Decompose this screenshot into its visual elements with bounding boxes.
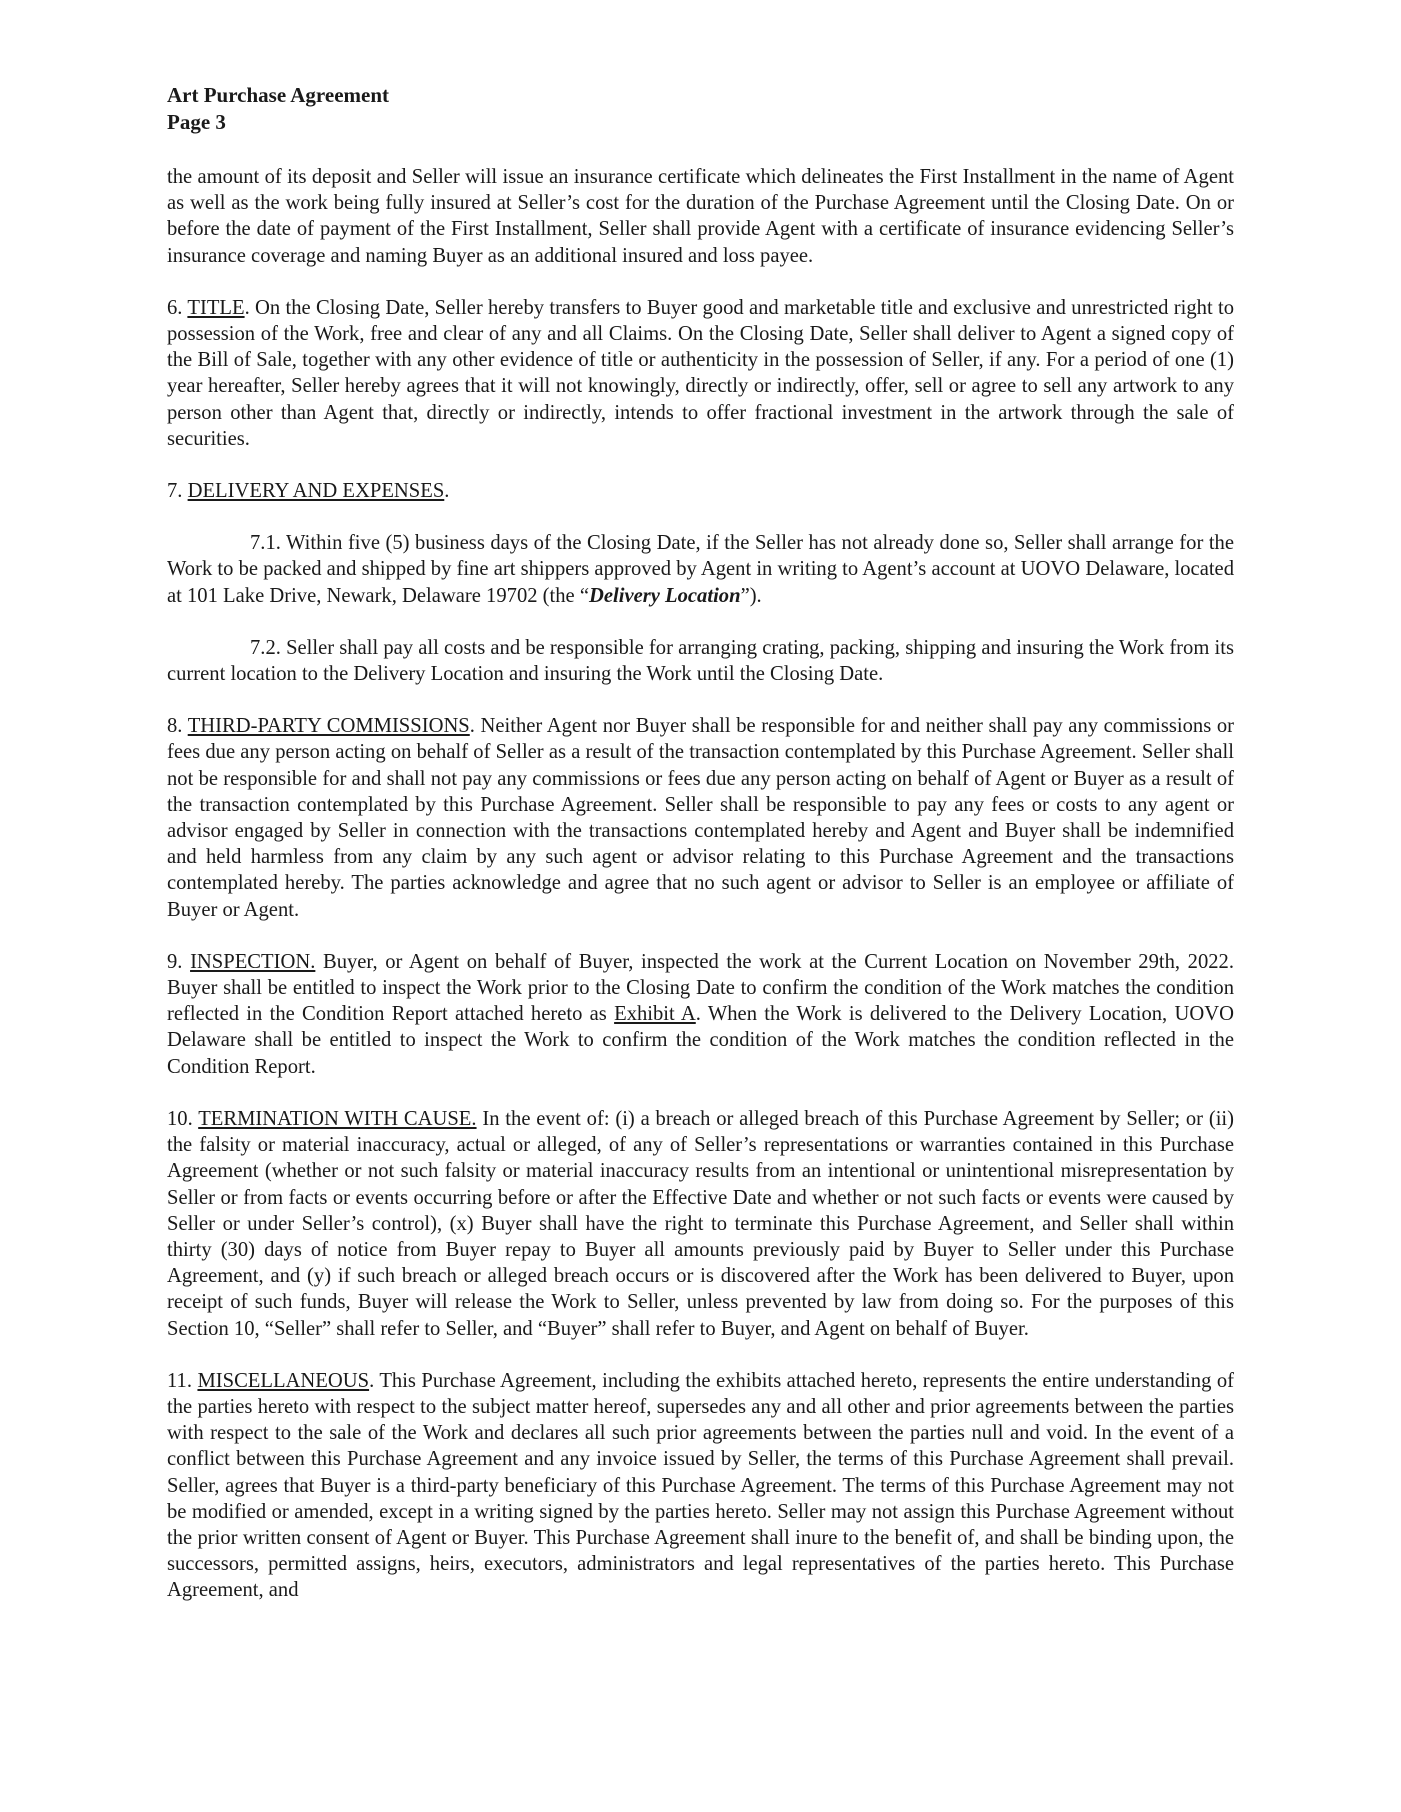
section-number: 8.: [167, 715, 183, 738]
subsection-7-2: 7.2. Seller shall pay all costs and be responsible for arranging crating, packing, shipping and insuring the Work from its current location to the Delivery Location and insuring the Work until the Closing Date.: [167, 636, 1234, 686]
section-6-title: [167, 295, 1234, 452]
section-9-inspection: [167, 949, 1234, 1080]
section-number: 6.: [167, 296, 183, 319]
section-heading: MISCELLANEOUS: [197, 1369, 370, 1392]
section-text: . On the Closing Date, Seller hereby transfers to Buyer good and marketable title and exclusive and unrestricted right to possession of the Work, free and clear of any and all Claims. On the Closing Date, Seller shall deliver to Agent a signed copy of the Bill of Sale, together with any other evidence of title or authenticity in the possession of Seller, if any. For a period of one (1) year hereafter, Seller hereby agrees that it will not knowingly, directly or indirectly, offer, sell or agree to sell any artwork to any person other than Agent that, directly or indirectly, intends to offer fractional investment in the artwork through the sale of securities.: [167, 296, 1235, 450]
subsection-7-1: [167, 530, 1234, 609]
document-page: [167, 82, 1234, 1630]
section-8-commissions: [167, 713, 1234, 923]
section-heading: INSPECTION.: [190, 950, 316, 973]
section-number: 7.: [167, 480, 183, 503]
defined-term-delivery-location: Delivery Location: [589, 584, 741, 607]
section-text: In the event of: (i) a breach or alleged breach of this Purchase Agreement by Seller; or (ii) the falsity or material inaccuracy, actual or alleged, of any of Seller’s representations or warranties contained in this Purchase Agreement (whether or not such falsity or material inaccuracy results from an intentional or unintentional misrepresentation by Seller or from facts or events occurring before or after the Effective Date and whether or not such facts or events were caused by Seller or under Seller’s control), (x) Buyer shall have the right to terminate this Purchase Agreement, and Seller shall within thirty (30) days of notice from Buyer repay to Buyer all amounts previously paid by Buyer to Seller under this Purchase Agreement, and (y) if such breach or alleged breach occurs or is discovered after the Work has been delivered to Buyer, upon receipt of such funds, Buyer will release the Work to Seller, unless prevented by law from doing so. For the purposes of this Section 10, “Seller” shall refer to Seller, and “Buyer” shall refer to Buyer, and Agent on behalf of Buyer.: [167, 1107, 1234, 1340]
section-text: . Neither Agent nor Buyer shall be responsible for and neither shall pay any commissions or fees due any person acting on behalf of Seller as a result of the transaction contemplated by this Purchase Agreement. Seller shall not be responsible for and shall not pay any commissions or fees due any person acting on behalf of Agent or Buyer as a result of the transaction contemplated by this Purchase Agreement. Seller shall be responsible to pay any fees or costs to any agent or advisor engaged by Seller in connection with the transactions contemplated hereby and Agent and Buyer shall be indemnified and held harmless from any claim by any such agent or advisor relating to this Purchase Agreement and the transactions contemplated hereby. The parties acknowledge and agree that no such agent or advisor to Seller is an employee or affiliate of Buyer or Agent.: [167, 715, 1234, 921]
section-heading: DELIVERY AND EXPENSES: [187, 480, 445, 503]
section-text: . This Purchase Agreement, including the exhibits attached hereto, represents the entire understanding of the parties hereto with respect to the subject matter hereof, supersedes any and all other and prior agreements between the parties with respect to the sale of the Work and declares all such prior agreements between the parties null and void. In the event of a conflict between this Purchase Agreement and any invoice issued by Seller, the terms of this Purchase Agreement shall prevail. Seller, agrees that Buyer is a third-party beneficiary of this Purchase Agreement. The terms of this Purchase Agreement may not be modified or amended, except in a writing signed by the parties hereto. Seller may not assign this Purchase Agreement without the prior written consent of Agent or Buyer. This Purchase Agreement shall inure to the benefit of, and shall be binding upon, the successors, permitted assigns, heirs, executors, administrators and legal representatives of the parties hereto. This Purchase Agreement, and: [167, 1369, 1234, 1602]
section-number: 9.: [167, 950, 183, 973]
page-number: Page 3: [167, 110, 226, 134]
document-title: Art Purchase Agreement: [167, 83, 389, 107]
subsection-text: 7.1. Within five (5) business days of the Closing Date, if the Seller has not already done so, Seller shall arrange for the Work to be packed and shipped by fine art shippers approved by Agent in writing to Agent’s account at UOVO Delaware, located at 101 Lake Drive, Newark, Delaware 19702 (the “: [167, 532, 1234, 607]
exhibit-reference: Exhibit A: [614, 1003, 696, 1026]
section-11-miscellaneous: [167, 1368, 1234, 1604]
section-text: Buyer, or Agent on behalf of Buyer, inspected the work at the Current Location on November 29th, 2022. Buyer shall be entitled to inspect the Work prior to the Closing Date to confirm the condition of the Work matches the condition reflected in the Condition Report attached hereto as: [167, 950, 1234, 1026]
section-heading: TERMINATION WITH CAUSE.: [198, 1107, 477, 1130]
section-number: 11.: [167, 1369, 192, 1392]
paragraph-intro: the amount of its deposit and Seller will issue an insurance certificate which delineates the First Installment in the name of Agent as well as the work being fully insured at Seller’s cost for the duration of the Purchase Agreement until the Closing Date. On or before the date of payment of the First Installment, Seller shall provide Agent with a certificate of insurance evidencing Seller’s insurance coverage and naming Buyer as an additional insured and loss payee.: [167, 166, 1234, 267]
section-heading: TITLE: [187, 296, 245, 319]
section-7-delivery: [167, 478, 1234, 504]
section-text-cont: . When the Work is delivered to the Delivery Location, UOVO Delaware shall be entitled to inspect the Work to confirm the condition of the Work matches the condition reflected in the Condition Report.: [167, 1003, 1234, 1078]
page-header: [167, 82, 1234, 136]
section-heading-tail: .: [444, 480, 450, 503]
subsection-text-end: ”).: [740, 584, 762, 607]
document-body: [167, 164, 1234, 1604]
section-heading: THIRD-PARTY COMMISSIONS: [187, 715, 470, 738]
section-10-termination: [167, 1106, 1234, 1342]
section-number: 10.: [167, 1107, 193, 1130]
